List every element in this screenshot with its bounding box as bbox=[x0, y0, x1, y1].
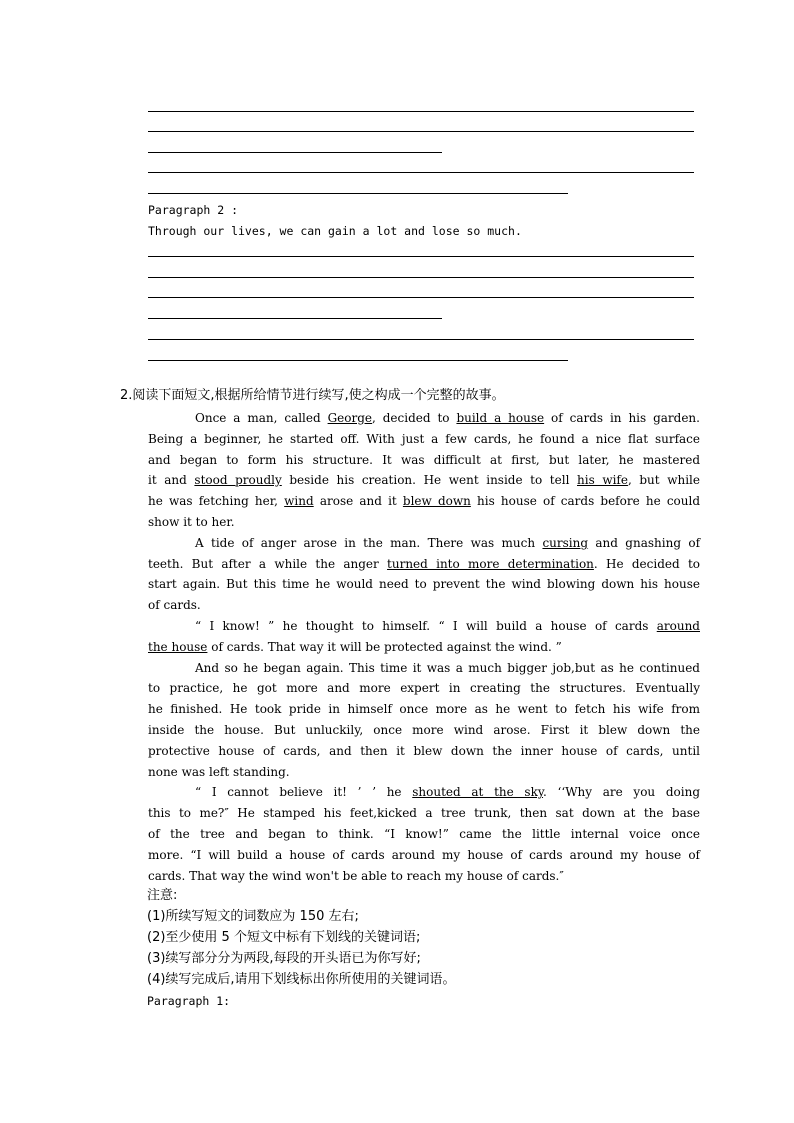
answer-line[interactable] bbox=[148, 297, 694, 298]
story-line: Once a man, called George, decided to build a house of cards in his garden. bbox=[195, 411, 700, 425]
story-line: and began to form his structure. It was difficult at first, but later, he mastered bbox=[148, 453, 700, 467]
story-line: of cards. bbox=[148, 598, 201, 612]
keyword: his wife bbox=[577, 473, 628, 487]
answer-line[interactable] bbox=[148, 339, 694, 340]
story-line: A tide of anger arose in the man. There was much cursing and gnashing of bbox=[195, 536, 701, 550]
paragraph1-label: Paragraph 1: bbox=[147, 994, 231, 1008]
keyword: around bbox=[656, 619, 700, 633]
story-line: none was left standing. bbox=[148, 765, 290, 779]
story-line: start again. But this time he would need to prevent the wind blowing down his house bbox=[148, 577, 700, 591]
keyword: blew down bbox=[402, 494, 471, 508]
story-line: “ I cannot believe it! ’ ’ he shouted at the sky. ‘‘Why are you doing bbox=[195, 785, 701, 799]
note-item: (4)续写完成后,请用下划线标出你所使用的关键词语。 bbox=[147, 972, 456, 987]
answer-line[interactable] bbox=[148, 131, 694, 132]
answer-line[interactable] bbox=[148, 193, 568, 194]
story-line: the house of cards. That way it will be protected against the wind. ” bbox=[148, 640, 562, 654]
story-line: show it to her. bbox=[148, 515, 235, 529]
story-line: And so he began again. This time it was a much bigger job,but as he continued bbox=[195, 661, 700, 675]
keyword: wind bbox=[284, 494, 314, 508]
paragraph2-opening: Through our lives, we can gain a lot and lose so much. bbox=[148, 224, 522, 238]
story-line: “ I know! ” he thought to himself. “ I will build a house of cards around bbox=[195, 619, 700, 633]
answer-line[interactable] bbox=[148, 172, 694, 173]
story-line: protective house of cards, and then it blew down the inner house of cards, until bbox=[148, 744, 700, 758]
answer-line[interactable] bbox=[148, 152, 442, 153]
note-item: (3)续写部分分为两段,每段的开头语已为你写好; bbox=[147, 951, 421, 966]
story-line: it and stood proudly beside his creation. He went inside to tell his wife, but while bbox=[148, 473, 700, 487]
answer-line[interactable] bbox=[148, 256, 694, 257]
answer-line[interactable] bbox=[148, 111, 694, 112]
answer-line[interactable] bbox=[148, 277, 694, 278]
note-item: (1)所续写短文的词数应为 150 左右; bbox=[147, 909, 359, 924]
story-line: Being a beginner, he started off. With just a few cards, he found a nice flat surface bbox=[148, 432, 700, 446]
story-line: of the tree and began to think. “I know!” came the little internal voice once bbox=[148, 827, 700, 841]
story-line: teeth. But after a while the anger turned into more determination. He decided to bbox=[148, 557, 701, 571]
keyword: stood proudly bbox=[194, 473, 282, 487]
notes-title: 注意: bbox=[147, 888, 178, 903]
keyword: the house bbox=[148, 640, 208, 654]
story-line: more. “I will build a house of cards around my house of cards around my house of bbox=[148, 848, 700, 862]
note-item: (2)至少使用 5 个短文中标有下划线的关键词语; bbox=[147, 930, 421, 945]
task2-heading: 2.阅读下面短文,根据所给情节进行续写,使之构成一个完整的故事。 bbox=[120, 388, 505, 403]
story-line: cards. That way the wind won't be able to reach my house of cards.″ bbox=[148, 869, 564, 883]
story-line: he finished. He took pride in himself once more as he went to fetch his wife from bbox=[148, 702, 700, 716]
keyword: George bbox=[327, 411, 373, 425]
story-line: he was fetching her, wind arose and it blew down his house of cards before he could bbox=[148, 494, 701, 508]
keyword: cursing bbox=[542, 536, 589, 550]
story-line: this to me?″ He stamped his feet,kicked a tree trunk, then sat down at the base bbox=[148, 806, 700, 820]
keyword: shouted at the sky bbox=[412, 785, 544, 799]
keyword: turned into more determination bbox=[387, 557, 594, 571]
paragraph2-label: Paragraph 2 : bbox=[148, 203, 239, 217]
answer-line[interactable] bbox=[148, 318, 442, 319]
story-line: inside the house. But unluckily, once more wind arose. First it blew down the bbox=[148, 723, 700, 737]
answer-line[interactable] bbox=[148, 360, 568, 361]
story-line: to practice, he got more and more expert in creating the structures. Eventually bbox=[148, 681, 700, 695]
keyword: build a house bbox=[456, 411, 545, 425]
